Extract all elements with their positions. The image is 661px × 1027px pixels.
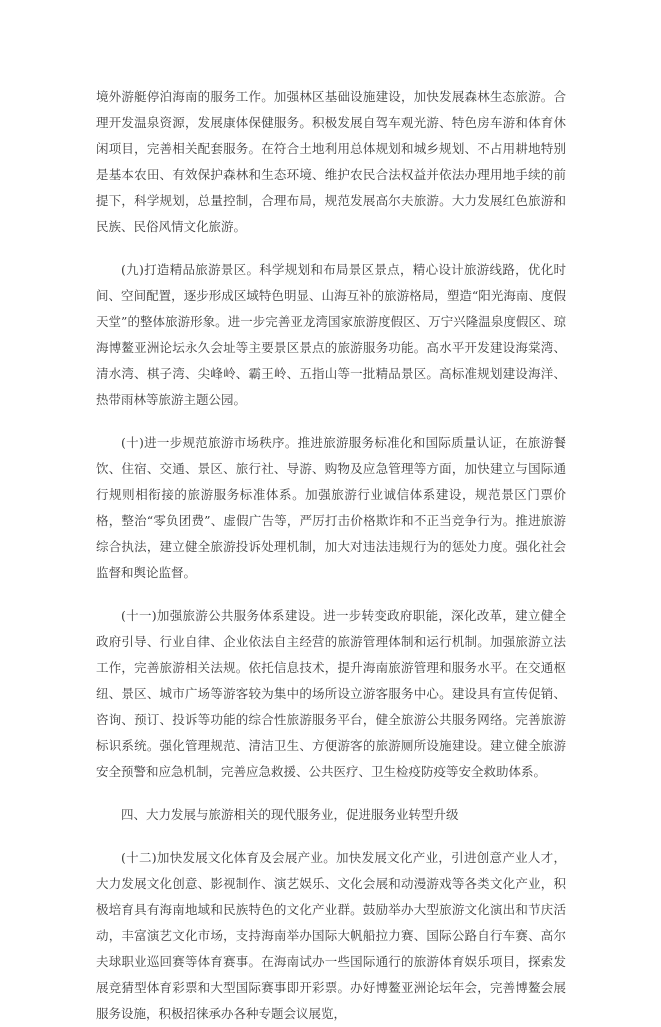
paragraph-gap — [96, 828, 566, 845]
paragraph-forest-tourism: 境外游艇停泊海南的服务工作。加强林区基础设施建设，加快发展森林生态旅游。合理开发温泉资源，发展康体保健服务。积极发展自驾车观光游、特色房车游和体育休闲项目，完善相关配套服务。在符合土地利用总体规划和城乡规划、不占用耕地特别是基本农田、有效保护森林和生态环境、维护农民合法权益并依法办理用地手续的前提下，科学规划，总量控制，合理布局，规范发展高尔夫旅游。大力发展红色旅游和民族、民俗风情文化旅游。 — [96, 89, 566, 234]
paragraph-12-culture-sports: (十二)加快发展文化体育及会展产业。加快发展文化产业，引进创意产业人才，大力发展文化创意、影视制作、演艺娱乐、文化会展和动漫游戏等各类文化产业，积极培育具有海南地域和民族特色的文化产业群。鼓励举办大型旅游文化演出和节庆活动，丰富演艺文化市场，支持海南举办国际大帆船拉力赛、国际公路自行车赛、高尔夫球职业巡回赛等体育赛事。在海南试办一些国际通行的旅游体育娱乐项目，探索发展竞猜型体育彩票和大型国际赛事即开彩票。办好博鳌亚洲论坛年会，完善博鳌会展服务设施，积极招徕承办各种专题会议展览， — [96, 850, 566, 1021]
paragraph-10-market-order: (十)进一步规范旅游市场秩序。推进旅游服务标准化和国际质量认证，在旅游餐饮、住宿、交通、景区、旅行社、导游、购物及应急管理等方面，加快建立与国际通行规则相衔接的旅游服务标准体系。加强旅游行业诚信体系建设，规范景区门票价格，整治“零负团费”、虚假广告等，严厉打击价格欺诈和不正当竞争行为。推进旅游综合执法，建立健全旅游投诉处理机制，加大对违法违规行为的惩处力度。强化社会监督和舆论监督。 — [96, 435, 566, 580]
paragraph-gap — [96, 785, 566, 802]
paragraph-gap — [96, 240, 566, 257]
section-heading-4: 四、大力发展与旅游相关的现代服务业，促进服务业转型升级 — [121, 807, 459, 822]
paragraph-gap — [96, 586, 566, 603]
paragraph-11-public-service: (十一)加强旅游公共服务体系建设。进一步转变政府职能，深化改革，建立健全政府引导、行业自律、企业依法自主经营的旅游管理体制和运行机制。加强旅游立法工作，完善旅游相关法规。依托信息技术，提升海南旅游管理和服务水平。在交通枢纽、景区、城市广场等游客较为集中的场所设立游客服务中心。建设具有宣传促销、咨询、预订、投诉等功能的综合性旅游服务平台，健全旅游公共服务网络。完善旅游标识系统。强化管理规范、清洁卫生、方便游客的旅游厕所设施建设。建立健全旅游安全预警和应急机制，完善应急救援、公共医疗、卫生检疫防疫等安全救助体系。 — [96, 608, 566, 779]
paragraph-9-scenic-areas: (九)打造精品旅游景区。科学规划和布局景区景点，精心设计旅游线路，优化时间、空间配置，逐步形成区域特色明显、山海互补的旅游格局，塑造“阳光海南、度假天堂”的整体旅游形象。进一步完善亚龙湾国家旅游度假区、万宁兴隆温泉度假区、琼海博鳌亚洲论坛永久会址等主要景区景点的旅游服务功能。高水平开发建设海棠湾、清水湾、棋子湾、尖峰岭、霸王岭、五指山等一批精品景区。高标准规划建设海洋、热带雨林等旅游主题公园。 — [96, 262, 566, 407]
document-body — [96, 84, 566, 1027]
paragraph-gap — [96, 413, 566, 430]
